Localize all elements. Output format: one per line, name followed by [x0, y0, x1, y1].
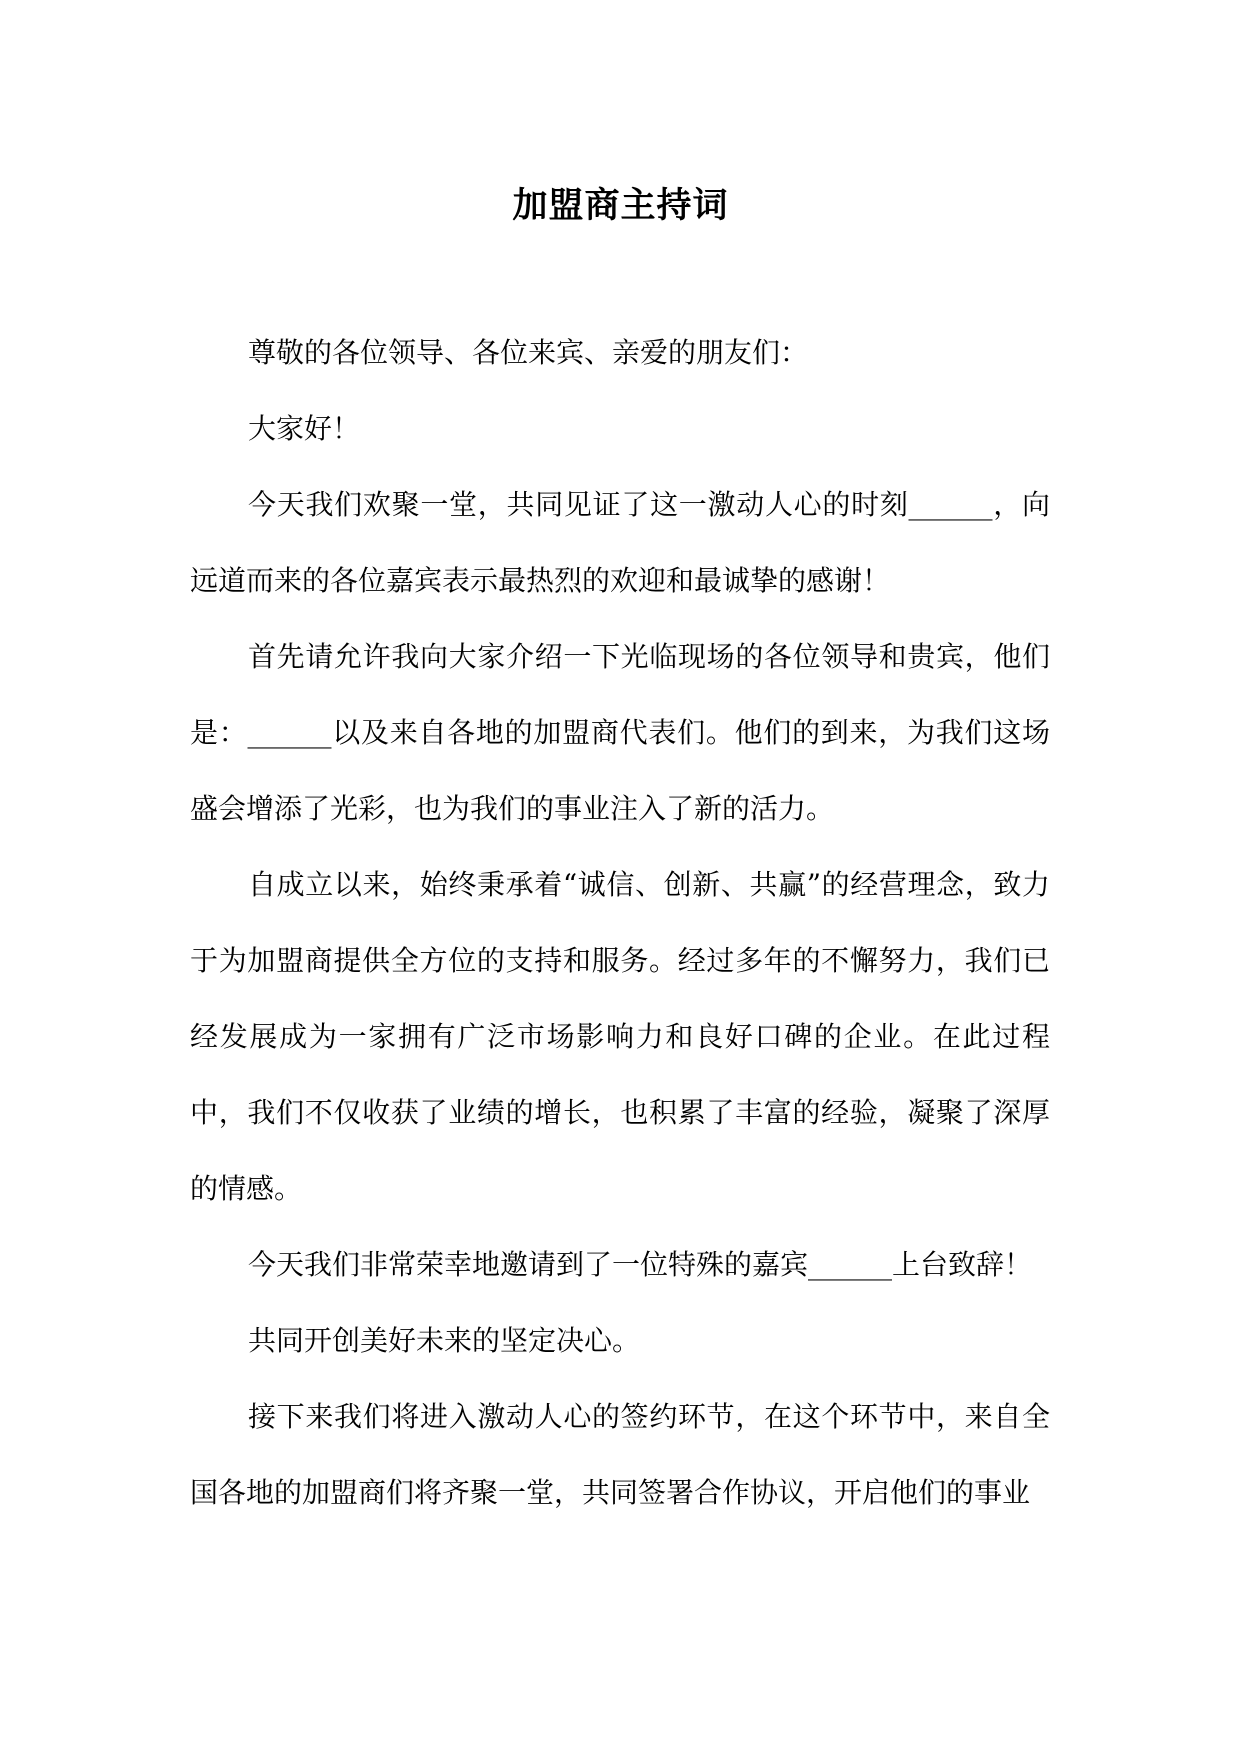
document-title: 加盟商主持词	[512, 185, 729, 226]
paragraph-greeting: 尊敬的各位领导、各位来宾、亲爱的朋友们：	[248, 336, 809, 369]
document-body	[190, 315, 1050, 1531]
paragraph-welcome: 今天我们欢聚一堂，共同见证了这一激动人心的时刻______，向远道而来的各位嘉宾表示最热烈的欢迎和最诚挚的感谢！	[190, 488, 1050, 597]
paragraph-special-guest: 今天我们非常荣幸地邀请到了一位特殊的嘉宾______上台致辞！	[248, 1248, 1033, 1281]
paragraph-company-history: 自成立以来，始终秉承着“诚信、创新、共赢”的经营理念，致力于为加盟商提供全方位的支持和服务。经过多年的不懈努力，我们已经发展成为一家拥有广泛市场影响力和良好口碑的企业。在此过程中，我们不仅收获了业绩的增长，也积累了丰富的经验，凝聚了深厚的情感。	[190, 868, 1050, 1205]
paragraph-introduce-guests: 首先请允许我向大家介绍一下光临现场的各位领导和贵宾，他们是：______以及来自各地的加盟商代表们。他们的到来，为我们这场盛会增添了光彩，也为我们的事业注入了新的活力。	[190, 640, 1050, 825]
paragraph-signing: 接下来我们将进入激动人心的签约环节，在这个环节中，来自全国各地的加盟商们将齐聚一堂，共同签署合作协议，开启他们的事业	[190, 1400, 1050, 1509]
paragraph-future: 共同开创美好未来的坚定决心。	[248, 1324, 641, 1357]
paragraph-hello: 大家好！	[248, 412, 361, 445]
